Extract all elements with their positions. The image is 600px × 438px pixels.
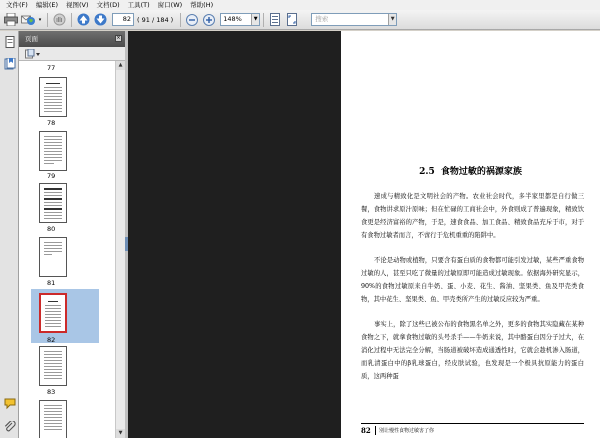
arrow-up-icon bbox=[77, 13, 90, 26]
previous-page-button[interactable] bbox=[75, 12, 91, 28]
menu-help[interactable]: 帮助(H) bbox=[190, 1, 214, 9]
menu-file[interactable]: 文件(F) bbox=[6, 1, 28, 9]
page-count: ( 91 / 184 ) bbox=[137, 15, 174, 24]
paragraph: 速成与精致化是文明社会的产物。农业社会时代，多半家里都是自行做三餐，食物讲求原汁原味；但在忙碌的工商社会中，外食则成了普遍现象，精致饮食更是经济富裕的产物，于是，速食食品、加工食品、精致食品充斥于市，对于有食物过敏者而言，不啻行于危机重重的陷阱中。 bbox=[361, 193, 584, 239]
zoom-out-button[interactable] bbox=[184, 12, 200, 28]
zoom-select[interactable] bbox=[220, 13, 260, 26]
chapter-title: 食物过敏的祸源家族 bbox=[440, 167, 522, 177]
running-title: 別让慢性食物过敏害了你 bbox=[379, 428, 435, 434]
thumbnail-label: 81 bbox=[47, 279, 56, 287]
scroll-down-icon[interactable]: ▼ bbox=[116, 429, 125, 438]
page-thumbnail[interactable] bbox=[39, 237, 67, 277]
thumbnail-list bbox=[19, 61, 115, 438]
next-page-button[interactable] bbox=[92, 12, 108, 28]
zoom-value: 148% bbox=[223, 15, 242, 23]
fit-page-button[interactable] bbox=[267, 12, 283, 28]
chevron-down-icon: ▼ bbox=[388, 14, 396, 25]
page-footer bbox=[341, 423, 600, 437]
toolbar-divider bbox=[47, 13, 48, 27]
page-number: 82 bbox=[361, 426, 371, 435]
thumbnail-label: 78 bbox=[47, 119, 56, 127]
thumbnail-scrollbar[interactable] bbox=[115, 61, 125, 438]
page-thumbnail[interactable] bbox=[39, 131, 67, 171]
menu-view[interactable]: 视图(V) bbox=[66, 1, 89, 9]
toolbar-divider bbox=[263, 13, 264, 27]
page-thumbnail[interactable] bbox=[39, 346, 67, 386]
envelope-globe-icon bbox=[21, 13, 36, 26]
printer-icon bbox=[4, 13, 18, 26]
thumbnail-label: 83 bbox=[47, 388, 56, 396]
toolbar-divider bbox=[180, 13, 181, 27]
hand-icon bbox=[53, 13, 66, 26]
page-thumbnail[interactable] bbox=[39, 400, 67, 438]
chevron-down-icon: ▼ bbox=[251, 14, 259, 25]
close-panel-button[interactable]: × bbox=[116, 35, 121, 41]
toolbar bbox=[0, 10, 600, 30]
page-number-input[interactable]: 82 bbox=[112, 13, 134, 26]
menu-bar bbox=[0, 0, 600, 10]
pages-panel-title: 页面 bbox=[25, 35, 38, 43]
email-button[interactable] bbox=[20, 12, 36, 28]
plus-icon bbox=[203, 14, 215, 26]
chapter-number: 2.5 bbox=[419, 167, 435, 177]
thumbnail-label: 79 bbox=[47, 172, 56, 180]
navigation-strip bbox=[0, 31, 19, 438]
pages-icon[interactable] bbox=[4, 36, 16, 48]
scroll-up-icon[interactable]: ▲ bbox=[116, 61, 125, 70]
pages-panel bbox=[19, 31, 125, 438]
thumbnail-label: 77 bbox=[47, 64, 56, 72]
footer-rule bbox=[361, 423, 584, 424]
thumbnail-label: 80 bbox=[47, 225, 56, 233]
menu-tools[interactable]: 工具(T) bbox=[127, 1, 150, 9]
paragraph: 事实上，除了这些已被公布的食物黑名单之外，更多的食物其实隐藏在某种食物之下，就拿食物过敏的头号杀手——牛奶来说，其中酪蛋白因分子过大，在消化过程中无法完全分解，当肠道被破坏造成通透性时，它就会趁机渗入肠道，而乳清蛋白中的β乳球蛋白，经皮肤试验，也发现是一个极具抗原能力的蛋白质，这两种蛋 bbox=[361, 321, 584, 380]
fit-page-icon bbox=[269, 13, 281, 26]
menu-edit[interactable]: 编辑(E) bbox=[35, 1, 58, 9]
full-screen-button[interactable] bbox=[284, 12, 300, 28]
footer-divider bbox=[375, 426, 376, 435]
print-button[interactable] bbox=[3, 12, 19, 28]
menu-window[interactable]: 窗口(W) bbox=[157, 1, 183, 9]
comments-icon[interactable] bbox=[4, 398, 16, 410]
search-placeholder: 搜索 bbox=[315, 15, 329, 23]
zoom-in-button[interactable] bbox=[201, 12, 217, 28]
minus-icon bbox=[186, 14, 198, 26]
paragraph: 不论是动物或植物，只要含有蛋白质的食物都可能引发过敏，某些严重食物过敏的人，甚至只吃了微量的过敏原即可能造成过敏现象。依据海外研究显示，90%的食物过敏原来自牛奶、蛋、小麦、花生、酱油、坚果类、鱼及甲壳类食物，其中花生、坚果类、鱼、甲壳类所产生的过敏反应较为严重。 bbox=[361, 257, 584, 303]
search-input[interactable] bbox=[311, 13, 397, 26]
attachment-icon[interactable] bbox=[4, 421, 16, 433]
bookmarks-icon[interactable] bbox=[4, 58, 16, 70]
menu-document[interactable]: 文档(D) bbox=[96, 1, 120, 9]
page-thumbnail[interactable] bbox=[39, 183, 67, 223]
expand-icon bbox=[286, 13, 298, 26]
page-thumbnail-selected[interactable] bbox=[39, 293, 67, 333]
chapter-heading bbox=[341, 164, 600, 177]
page-thumbnail[interactable] bbox=[39, 77, 67, 117]
panel-options-bar bbox=[19, 47, 125, 61]
document-page bbox=[341, 31, 600, 438]
pages-panel-header bbox=[19, 31, 125, 47]
hand-tool-button[interactable] bbox=[51, 12, 67, 28]
toolbar-divider bbox=[71, 13, 72, 27]
thumbnail-label: 82 bbox=[47, 336, 56, 344]
email-dropdown[interactable]: ▾ bbox=[38, 16, 42, 23]
arrow-down-icon bbox=[94, 13, 107, 26]
options-icon[interactable] bbox=[25, 49, 41, 59]
